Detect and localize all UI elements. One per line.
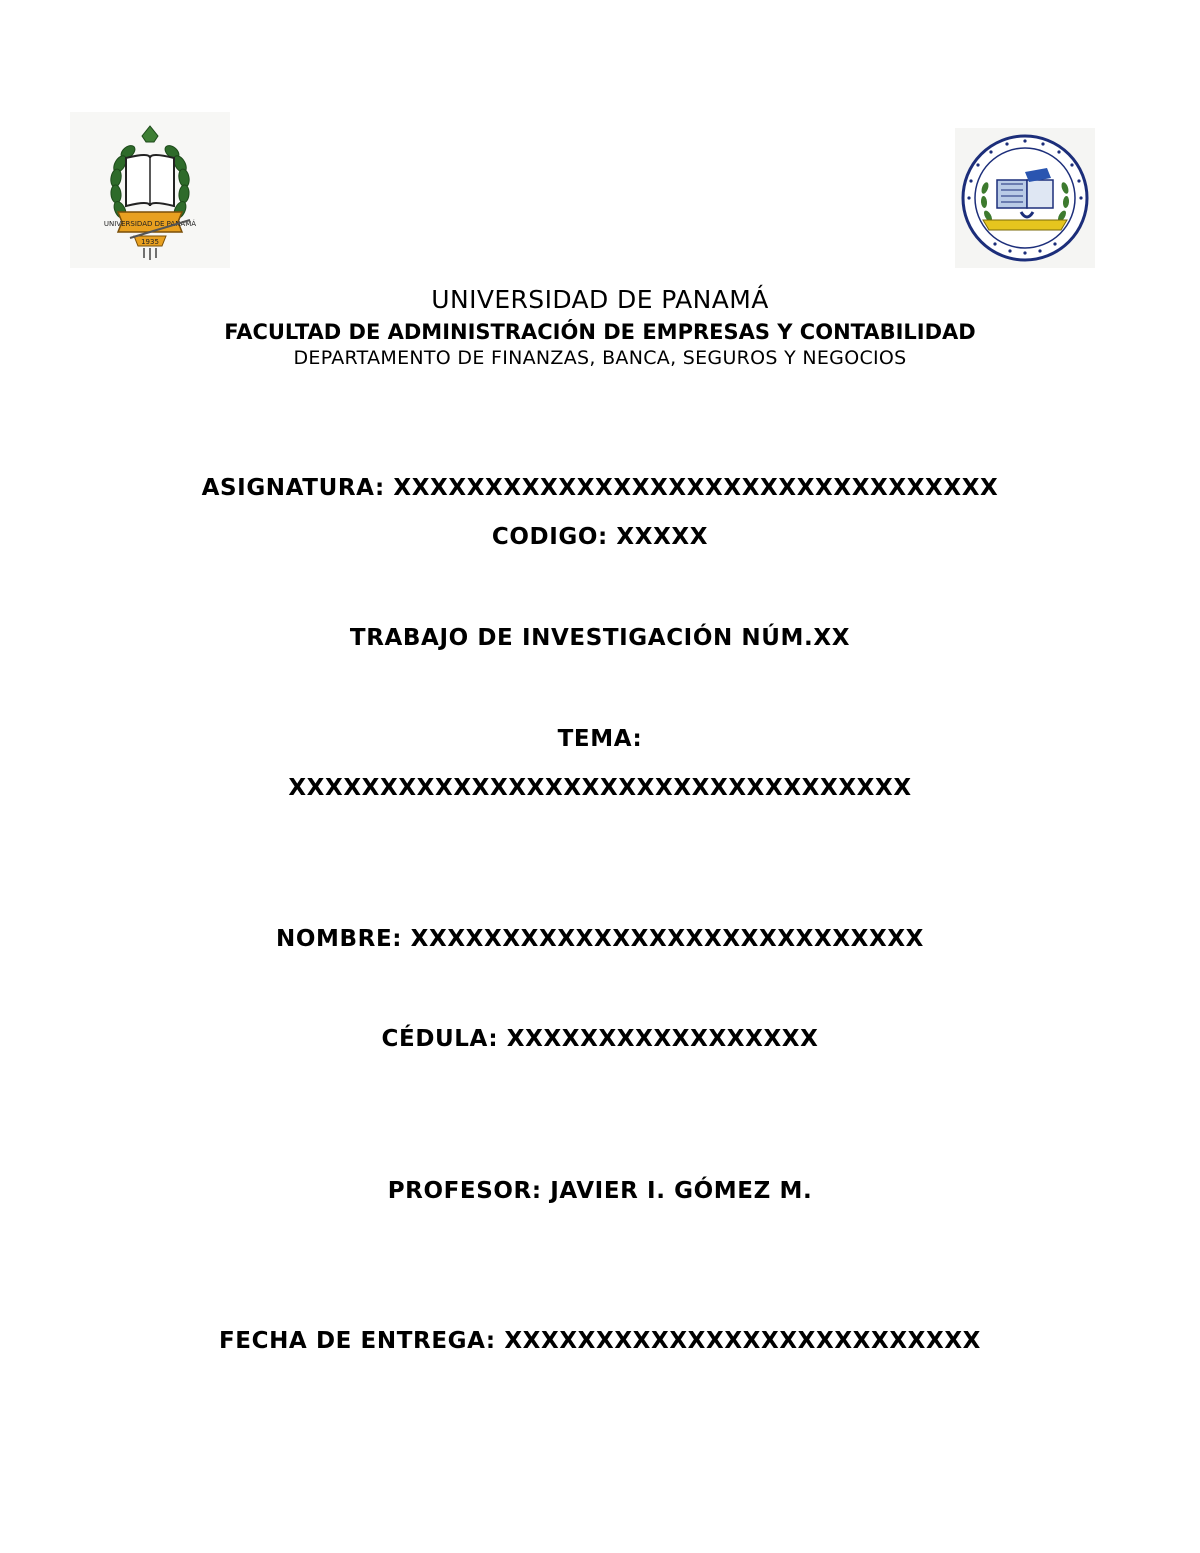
- tema-label: TEMA:: [557, 726, 643, 752]
- profesor-line: PROFESOR: JAVIER I. GÓMEZ M.: [387, 1178, 813, 1204]
- cedula-line: CÉDULA: XXXXXXXXXXXXXXXXX: [381, 1026, 819, 1052]
- faculty-seal-logo: [955, 128, 1095, 268]
- seal-year-text: 1935: [141, 238, 159, 246]
- tema-value: XXXXXXXXXXXXXXXXXXXXXXXXXXXXXXXXXX: [288, 775, 912, 801]
- faculty-name: FACULTAD DE ADMINISTRACIÓN DE EMPRESAS Y CONTABILIDAD: [224, 320, 976, 344]
- codigo-line: CODIGO: XXXXX: [491, 524, 709, 550]
- trabajo-line: TRABAJO DE INVESTIGACIÓN NÚM.XX: [349, 625, 851, 651]
- nombre-line: NOMBRE: XXXXXXXXXXXXXXXXXXXXXXXXXXXX: [276, 926, 924, 952]
- asignatura-line: ASIGNATURA: XXXXXXXXXXXXXXXXXXXXXXXXXXXXXXXXX: [201, 475, 999, 501]
- university-seal-logo: [70, 112, 230, 268]
- fecha-entrega-line: FECHA DE ENTREGA: XXXXXXXXXXXXXXXXXXXXXXXXXX: [218, 1328, 981, 1354]
- seal-banner-text: UNIVERSIDAD DE PANAMÁ: [103, 220, 197, 228]
- department-name: DEPARTAMENTO DE FINANZAS, BANCA, SEGUROS Y NEGOCIOS: [293, 347, 907, 369]
- university-name: UNIVERSIDAD DE PANAMÁ: [431, 285, 769, 314]
- laurel-book-seal-icon: [70, 112, 230, 268]
- faculty-round-seal-icon: [955, 128, 1095, 268]
